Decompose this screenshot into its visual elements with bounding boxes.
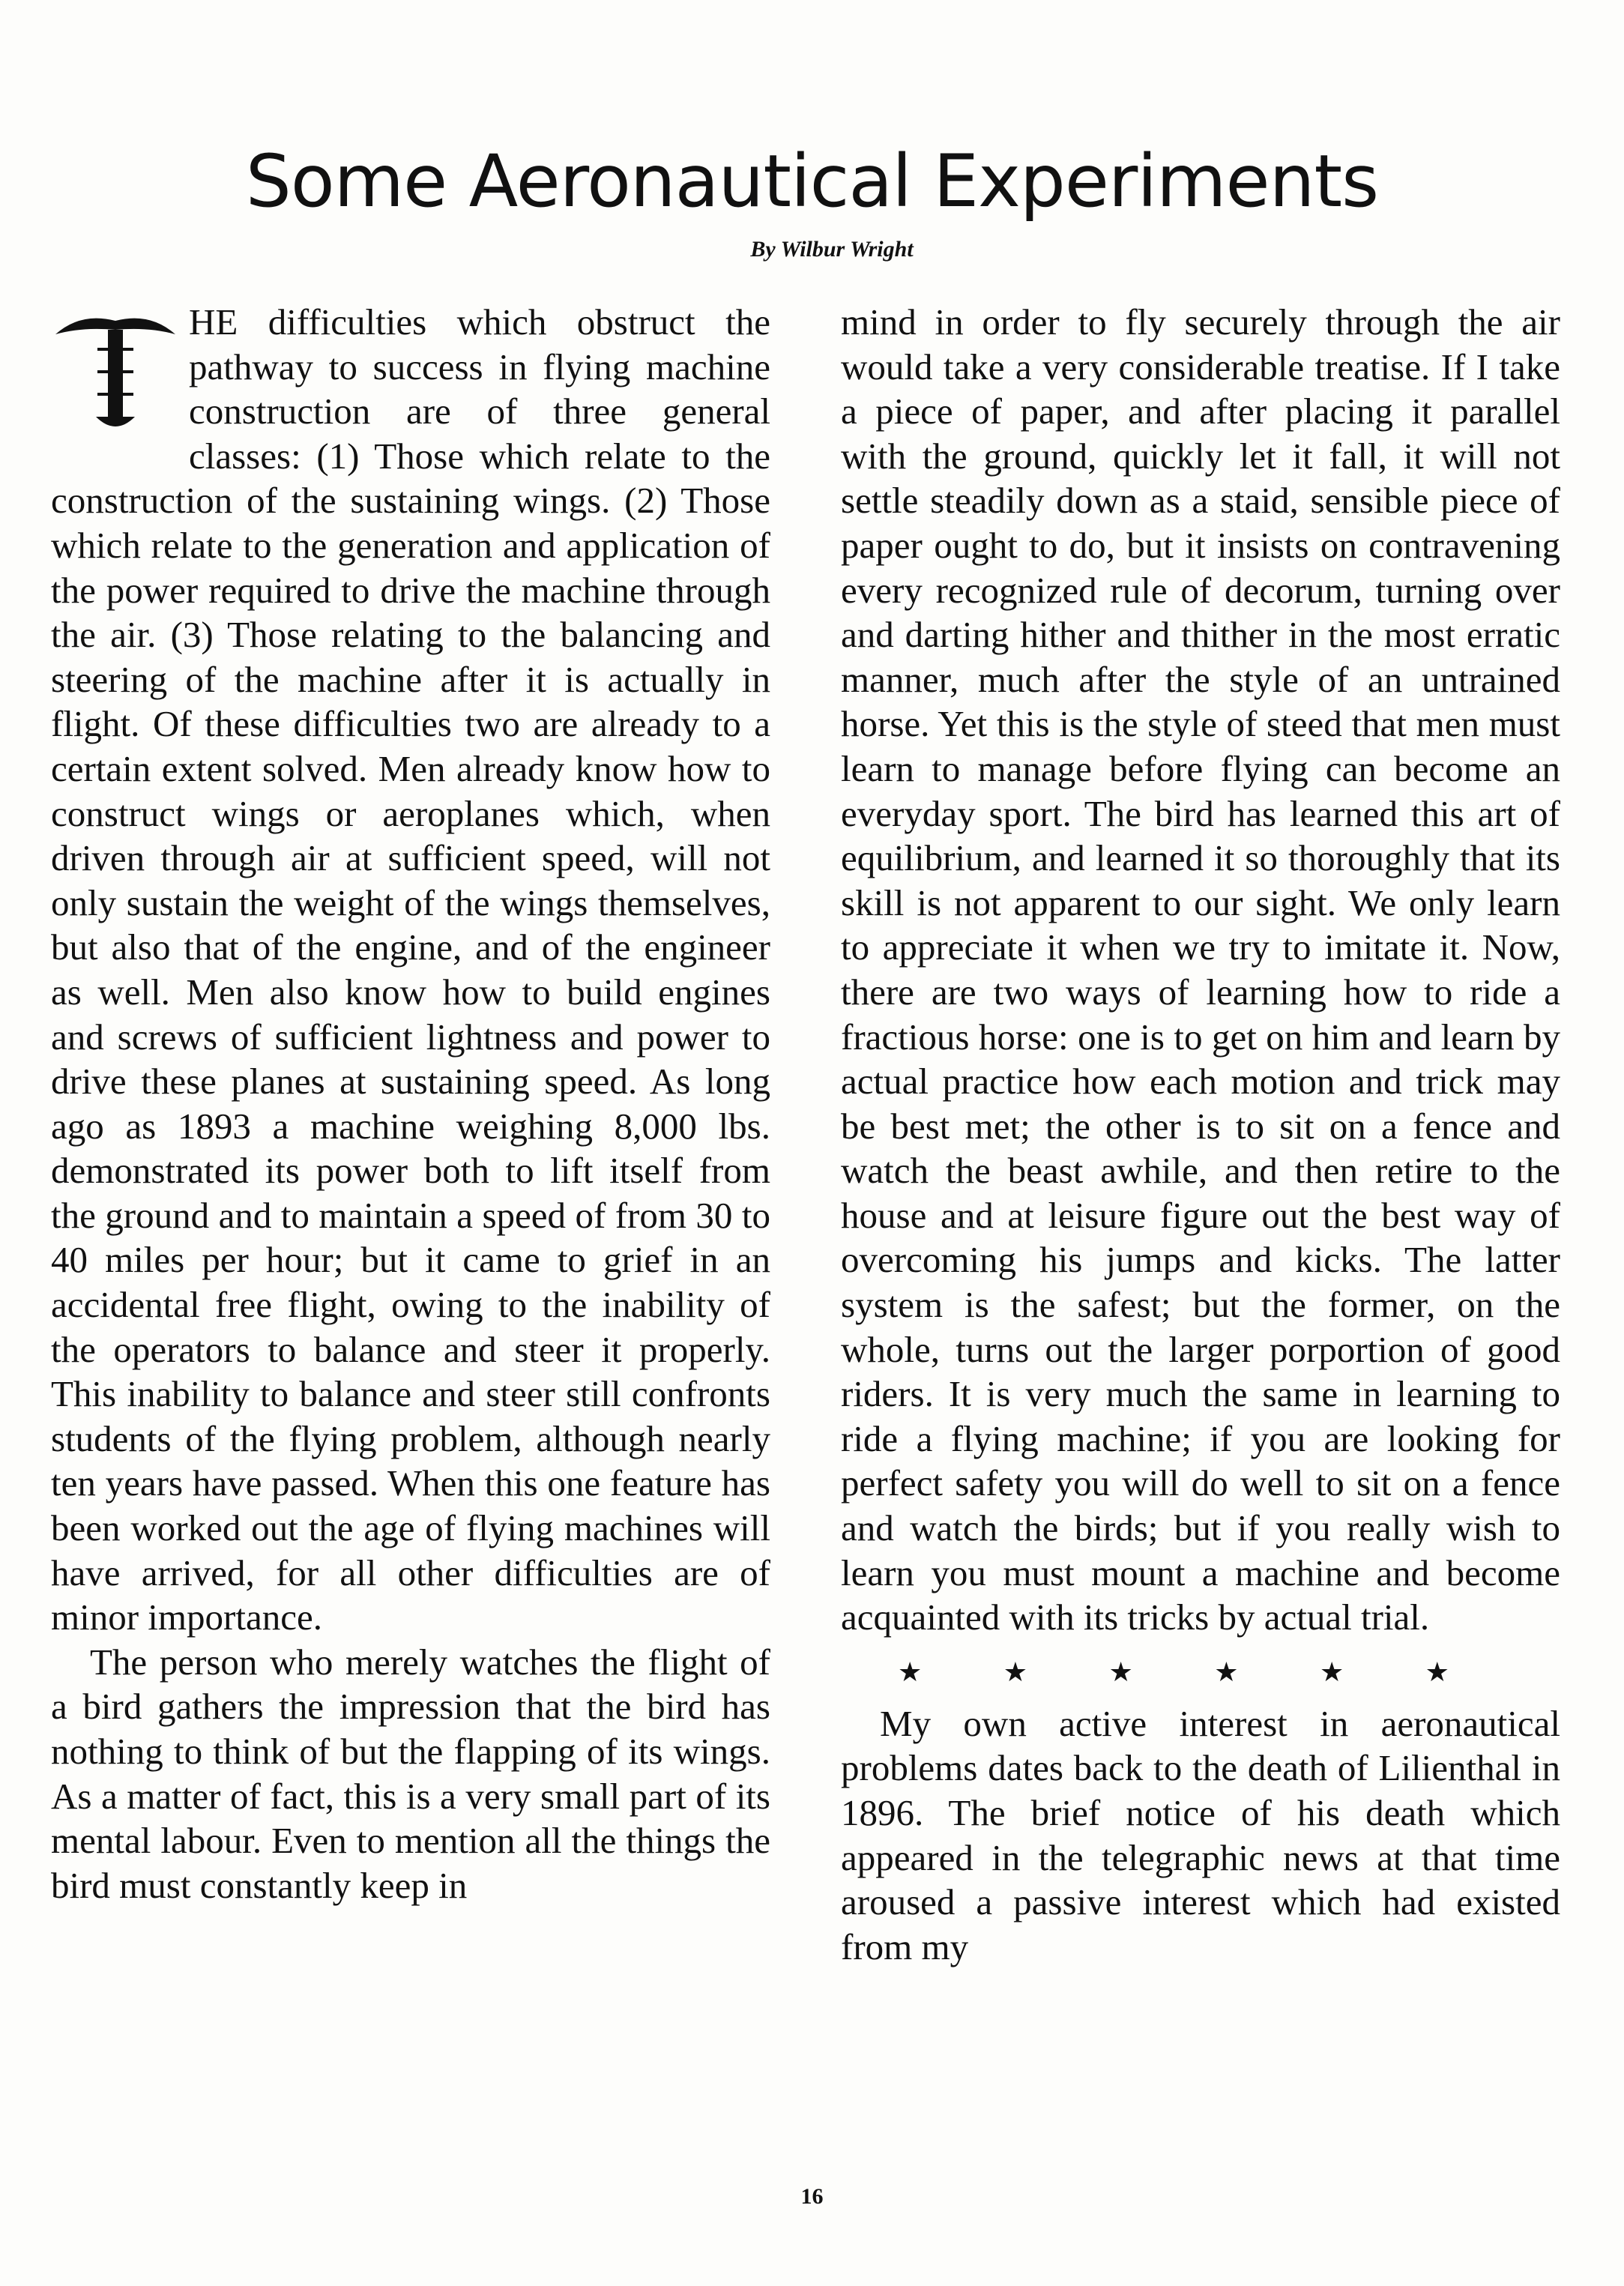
article-title: Some Aeronautical Experiments	[245, 139, 1379, 223]
section-separator	[841, 1640, 1560, 1701]
paragraph-left-2: The person who merely watches the flight of a bird gathers the impression that the bird has nothing to think of but the flapping of its wings. As a matter of fact, this is a very small part of its mental labour. Even to mention all the things the bird must constantly keep in	[51, 1641, 770, 1906]
star-icon: ★	[1108, 1656, 1133, 1688]
paragraph-left-1: HE difficulties which obstruct the pathway to success in flying machine construction are of three general classes: (1) Those which relate to the construction of the sustaining wings. (2) Those which relate to the generation and application of the power required to drive the machine through the air. (3) Those relating to the balancing and steering of the machine after it is actually in flight. Of these difficulties two are already to a certain extent solved. Men already know how to construct wings or aeroplanes which, when driven through air at sufficient speed, will not only sustain the weight of the wings themselves, but also that of the engine, and of the engineer as well. Men also know how to build engines and screws of sufficient lightness and power to drive these planes at sustaining speed. As long ago as 1893 a machine weighing 8,000 lbs. demonstrated its power both to lift itself from the ground and to maintain a speed of from 30 to 40 miles per hour; but it came to grief in an accidental free flight, owing to the inability of the operators to balance and steer it properly. This inability to balance and steer still confronts students of the flying problem, although nearly ten years have passed. When this one feature has been worked out the age of flying machines will have arrived, for all other difficulties are of minor importance.	[51, 301, 770, 1638]
drop-cap	[51, 304, 180, 436]
left-column	[51, 300, 770, 1907]
star-icon: ★	[898, 1656, 923, 1688]
drop-cap-letter	[62, 299, 168, 441]
star-icon: ★	[1319, 1656, 1344, 1688]
star-icon: ★	[1003, 1656, 1028, 1688]
paragraph-right-1: mind in order to fly securely through the air would take a very considerable treatise. If I take a piece of paper, and after placing it parallel with the ground, quickly let it fall, it will not settle steadily down as a staid, sensible piece of paper ought to do, but it insists on contravening every recognized rule of decorum, turning over and darting hither and thither in the most erratic manner, much after the style of an untrained horse. Yet this is the style of steed that men must learn to manage before flying can become an everyday sport. The bird has learned this art of equilibrium, and learned it so thoroughly that its skill is not apparent to our sight. We only learn to appreciate it when we try to imitate it. Now, there are two ways of learning how to ride a fractious horse: one is to get on him and learn by actual practice how each motion and trick may be best met; the other is to sit on a fence and watch the beast awhile, and then retire to the house and at leisure figure out the best way of overcoming his jumps and kicks. The latter system is the safest; but the former, on the whole, turns out the larger porportion of good riders. It is very much the same in learning to ride a flying machine; if you are looking for perfect safety you will do well to sit on a fence and watch the birds; but if you really wish to learn you must mount a machine and become acquainted with its tricks by actual trial.	[841, 301, 1560, 1638]
opening-paragraph-wrap	[51, 300, 770, 1640]
star-icon: ★	[1425, 1656, 1449, 1688]
paragraph-right-2: My own active interest in aeronautical problems dates back to the death of Lilienthal in 1896. The brief notice of his death which appeared in the telegraphic news at that time aroused a passive interest which had existed from my	[841, 1702, 1560, 1967]
article-byline: By Wilbur Wright	[750, 237, 914, 262]
right-column	[841, 300, 1560, 1969]
page-number: 16	[800, 2184, 824, 2209]
star-icon: ★	[1214, 1656, 1239, 1688]
